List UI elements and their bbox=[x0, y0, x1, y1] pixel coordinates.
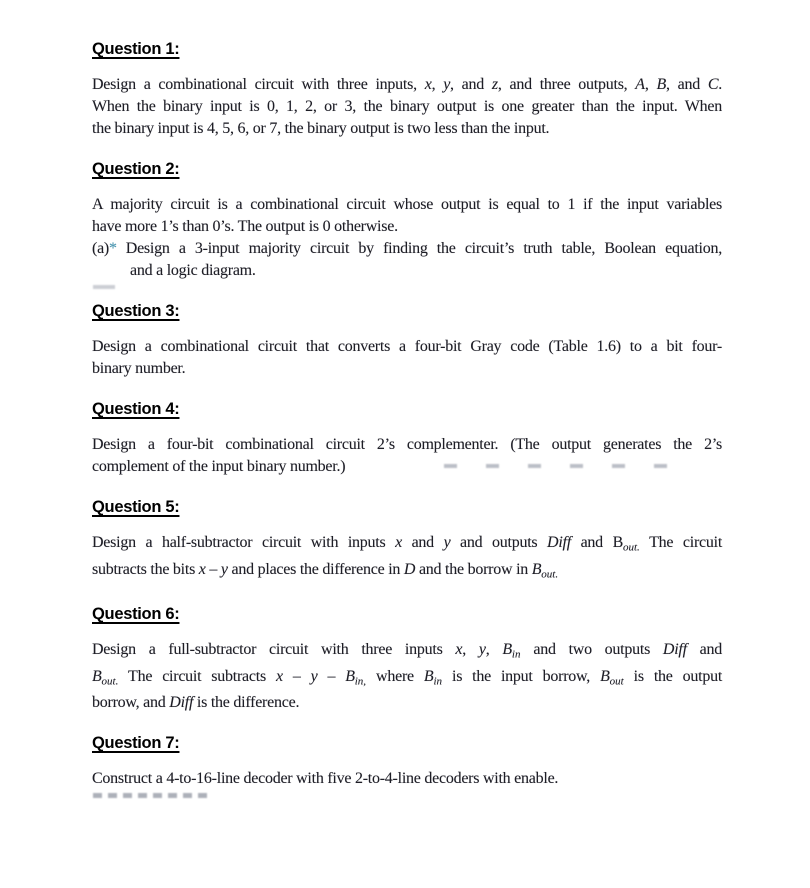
text-segment: Construct a 4-to-16-line decoder with five 2-to-4-line decoders with enable. bbox=[92, 770, 559, 787]
text-segment: out. bbox=[541, 568, 559, 580]
question-7-section bbox=[92, 734, 722, 790]
text-segment: in, bbox=[354, 675, 367, 687]
text-segment: When the binary input is 0, 1, 2, or 3, the binary output is one greater than the input. When bbox=[92, 98, 722, 115]
text-segment: B bbox=[502, 641, 512, 658]
text-segment: – bbox=[282, 667, 311, 685]
text-segment: the binary input is 4, 5, 6, or 7, the binary output is two less than the input. bbox=[92, 120, 550, 137]
text-segment: Diff bbox=[662, 641, 687, 658]
text-segment: y bbox=[220, 560, 228, 578]
text-segment: and outputs bbox=[450, 534, 548, 551]
text-segment: D bbox=[403, 560, 416, 578]
text-segment: , bbox=[462, 641, 479, 658]
text-line bbox=[92, 639, 722, 666]
text-line bbox=[92, 559, 722, 586]
text-line bbox=[92, 336, 722, 358]
text-line bbox=[92, 666, 722, 693]
text-segment: , and bbox=[665, 76, 708, 93]
text-segment: B bbox=[656, 76, 666, 93]
question-3-body bbox=[92, 336, 722, 380]
text-line bbox=[92, 118, 722, 140]
question-6-section bbox=[92, 605, 722, 714]
text-segment: is the output bbox=[623, 667, 723, 685]
text-segment: B bbox=[612, 534, 623, 551]
text-segment: Design a four-bit combinational circuit 2’s complementer. (The output generates the 2’s bbox=[92, 436, 722, 453]
text-segment: – bbox=[317, 667, 346, 685]
text-line bbox=[92, 358, 722, 380]
text-segment: x bbox=[198, 560, 206, 578]
text-segment: B bbox=[423, 667, 434, 685]
text-segment: y bbox=[443, 76, 451, 93]
question-1-body bbox=[92, 74, 722, 140]
question-4-body bbox=[92, 434, 722, 478]
text-segment: B bbox=[531, 560, 542, 578]
question-2-heading: Question 2: bbox=[92, 160, 180, 178]
text-line bbox=[92, 238, 722, 260]
text-line bbox=[92, 768, 722, 790]
text-segment: y bbox=[478, 641, 486, 658]
text-segment: is the input borrow, bbox=[442, 667, 601, 685]
text-segment: B bbox=[92, 667, 102, 685]
text-segment: Diff bbox=[169, 694, 194, 711]
text-segment: Design a combinational circuit that converts a four-bit Gray code (Table 1.6) to a bit four- bbox=[92, 338, 722, 355]
text-segment: , and three outputs, bbox=[497, 76, 636, 93]
question-5-section bbox=[92, 498, 722, 585]
text-segment: and a logic diagram. bbox=[130, 262, 256, 279]
question-2-section bbox=[92, 160, 722, 282]
text-segment: , bbox=[485, 641, 503, 658]
text-segment: is the difference. bbox=[193, 694, 300, 711]
text-segment: in bbox=[511, 648, 521, 661]
text-segment: A bbox=[635, 76, 645, 93]
text-segment: and two outputs bbox=[520, 641, 663, 658]
question-4-heading: Question 4: bbox=[92, 400, 180, 418]
text-segment: x bbox=[424, 76, 432, 93]
text-segment: and the borrow in bbox=[415, 560, 532, 578]
text-line bbox=[92, 194, 722, 216]
text-segment: y bbox=[310, 667, 318, 685]
text-segment: out. bbox=[622, 541, 640, 554]
text-segment: Design a 3-input majority circuit by finding the circuit’s truth table, Boolean equation, bbox=[125, 240, 722, 257]
question-6-body bbox=[92, 639, 722, 714]
text-segment: have more 1’s than 0’s. The output is 0 otherwise. bbox=[92, 218, 398, 235]
text-line bbox=[92, 532, 722, 559]
text-segment: x bbox=[455, 641, 463, 658]
text-segment: B bbox=[345, 667, 355, 685]
text-segment: y bbox=[443, 534, 451, 551]
question-5-body bbox=[92, 532, 722, 585]
text-segment: , and bbox=[450, 76, 492, 93]
question-2-body bbox=[92, 194, 722, 282]
text-line bbox=[92, 260, 722, 282]
text-segment: and places the difference in bbox=[227, 560, 404, 578]
question-4-section bbox=[92, 400, 722, 478]
question-3-heading: Question 3: bbox=[92, 302, 180, 320]
text-segment: out bbox=[609, 675, 624, 687]
text-segment: (a) bbox=[92, 240, 110, 257]
text-segment: where bbox=[366, 667, 424, 685]
text-line bbox=[92, 434, 722, 456]
question-6-heading: Question 6: bbox=[92, 605, 180, 623]
text-segment: A majority circuit is a combinational circuit whose output is equal to 1 if the input variables bbox=[92, 196, 722, 213]
text-segment: C bbox=[707, 76, 719, 93]
text-segment: borrow, and bbox=[92, 694, 170, 711]
scan-artifact bbox=[93, 793, 213, 798]
text-segment: and bbox=[686, 641, 723, 658]
text-segment: z bbox=[491, 76, 498, 93]
text-line bbox=[92, 216, 722, 238]
footnote-asterisk: * bbox=[109, 240, 117, 257]
text-segment: subtracts the bits bbox=[92, 560, 199, 578]
text-segment: and bbox=[401, 534, 444, 551]
text-segment: out. bbox=[101, 675, 119, 687]
text-segment: – bbox=[205, 560, 221, 578]
text-segment: , bbox=[644, 76, 657, 93]
text-segment: complement of the input binary number.) bbox=[92, 458, 346, 475]
text-segment: Design a half-subtractor circuit with inputs bbox=[92, 534, 396, 551]
text-segment: Design a combinational circuit with three inputs, bbox=[92, 76, 425, 93]
question-7-body bbox=[92, 768, 722, 790]
text-segment: The circuit bbox=[639, 534, 723, 551]
question-5-heading: Question 5: bbox=[92, 498, 180, 516]
text-line bbox=[92, 456, 722, 478]
text-segment: and bbox=[570, 534, 613, 551]
scan-artifact bbox=[93, 285, 115, 289]
text-segment: , bbox=[431, 76, 444, 93]
text-segment: Diff bbox=[547, 534, 571, 551]
text-line bbox=[92, 96, 722, 118]
text-segment: The circuit subtracts bbox=[118, 667, 276, 685]
text-segment: x bbox=[275, 667, 283, 685]
text-segment: binary number. bbox=[92, 360, 186, 377]
text-line bbox=[92, 692, 722, 714]
text-segment: in bbox=[433, 675, 442, 687]
text-segment: x bbox=[395, 534, 402, 551]
text-segment: B bbox=[600, 667, 610, 685]
text-segment: . bbox=[718, 76, 722, 93]
text-line bbox=[92, 74, 722, 96]
question-1-section bbox=[92, 40, 722, 140]
question-7-heading: Question 7: bbox=[92, 734, 180, 752]
question-3-section bbox=[92, 302, 722, 380]
text-segment: Design a full-subtractor circuit with three inputs bbox=[92, 641, 456, 658]
question-1-heading: Question 1: bbox=[92, 40, 180, 58]
